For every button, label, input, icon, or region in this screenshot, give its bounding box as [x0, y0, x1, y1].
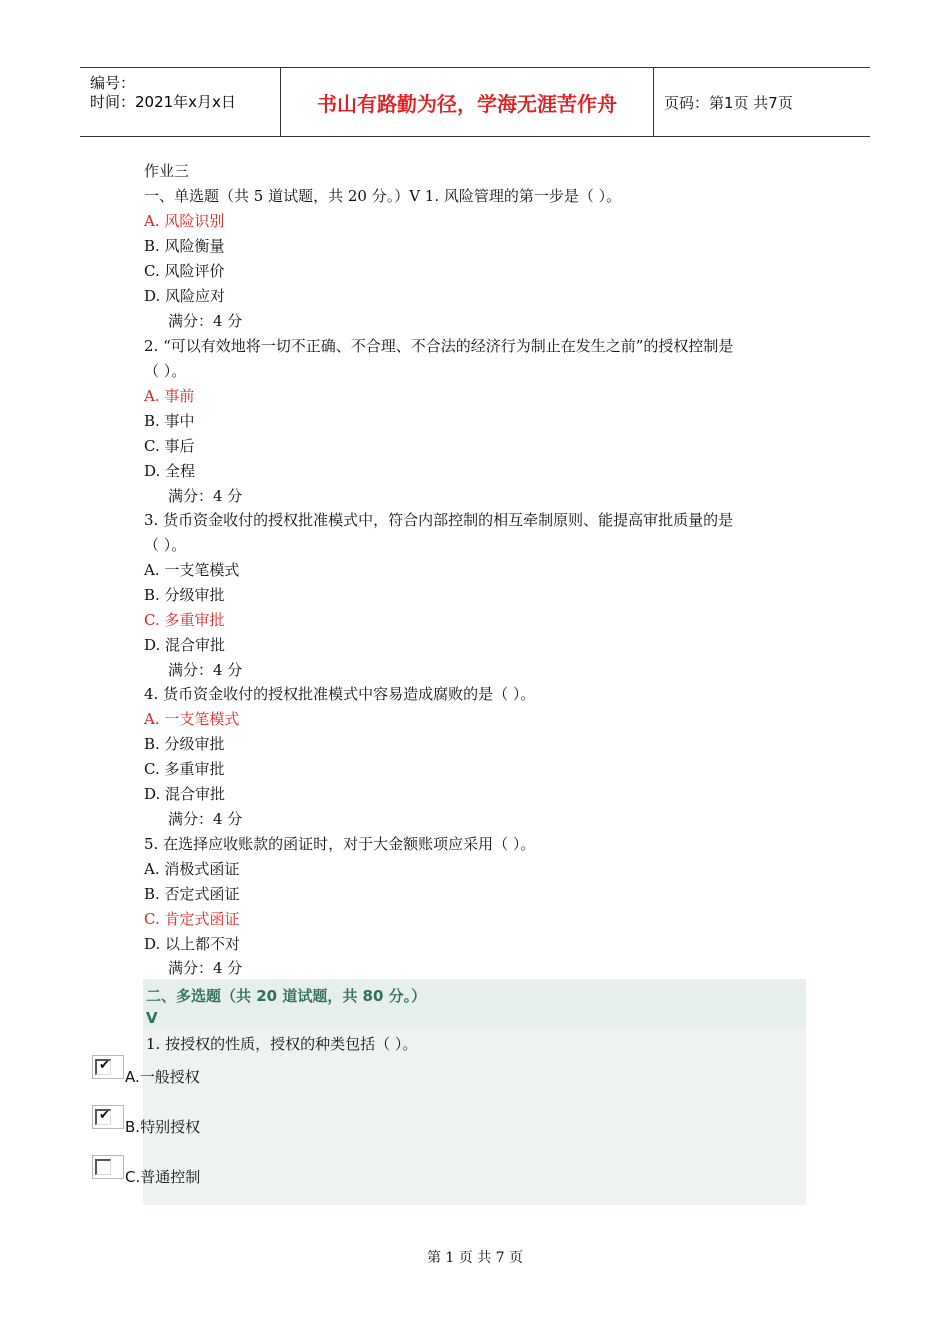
q3-stem-line1: 3. 货币资金收付的授权批准模式中，符合内部控制的相互牵制原则、能提高审批质量的是 — [144, 511, 734, 529]
multi-option-b[interactable] — [125, 1116, 200, 1137]
q4-option-c: C. 多重审批 — [144, 760, 225, 778]
page-footer: 第 1 页 共 7 页 — [426, 1250, 524, 1266]
q3-stem-line2: （ ）。 — [144, 536, 187, 554]
doc-title: 作业三 — [144, 162, 190, 180]
q3-option-b: B. 分级审批 — [144, 586, 225, 604]
checkbox-box — [95, 1109, 111, 1125]
q2-option-c: C. 事后 — [144, 437, 195, 455]
q3-option-c: C. 多重审批 — [144, 611, 225, 629]
q1-score: 满分：4 分 — [168, 312, 243, 330]
q2-score: 满分：4 分 — [168, 487, 243, 505]
header-page-cell — [654, 68, 870, 136]
option-label: 一般授权 — [139, 1068, 200, 1086]
q4-option-b: B. 分级审批 — [144, 735, 225, 753]
option-key: C. — [125, 1168, 141, 1186]
q2-stem-line1: 2. “可以有效地将一切不正确、不合理、不合法的经济行为制止在发生之前”的授权控制是 — [144, 337, 734, 355]
checkbox-option-a[interactable] — [92, 1055, 124, 1079]
q2-option-b: B. 事中 — [144, 412, 195, 430]
q1-option-d: D. 风险应对 — [144, 287, 226, 305]
q5-stem: 5. 在选择应收账款的函证时，对于大金额账项应采用（ ）。 — [144, 835, 536, 853]
option-label: 普通控制 — [140, 1168, 201, 1186]
q5-option-b: B. 否定式函证 — [144, 885, 240, 903]
checkbox-box — [95, 1159, 111, 1175]
checkbox-box — [95, 1059, 111, 1075]
checkbox-option-b[interactable] — [92, 1105, 124, 1129]
checkmark-icon: ✔ — [99, 1108, 110, 1123]
multi-q1-stem: 1. 按授权的性质，授权的种类包括（ ）。 — [146, 1035, 418, 1053]
q1-option-b: B. 风险衡量 — [144, 237, 225, 255]
q1-option-c: C. 风险评价 — [144, 262, 225, 280]
multi-option-a[interactable] — [125, 1066, 200, 1087]
checkbox-option-c[interactable] — [92, 1155, 124, 1179]
q5-option-c: C. 肯定式函证 — [144, 910, 240, 928]
q4-stem: 4. 货币资金收付的授权批准模式中容易造成腐败的是（ ）。 — [144, 685, 536, 703]
q3-score: 满分：4 分 — [168, 661, 243, 679]
multi-option-c[interactable] — [125, 1166, 200, 1187]
q3-option-a: A. 一支笔模式 — [144, 561, 240, 579]
time-label: 时间：2021年x月x日 — [90, 93, 236, 111]
q5-option-a: A. 消极式函证 — [144, 860, 240, 878]
page-info: 页码：第1页 共7页 — [664, 93, 793, 112]
motto-text: 书山有路勤为径，学海无涯苦作舟 — [317, 91, 617, 116]
q4-option-a: A. 一支笔模式 — [144, 710, 240, 728]
number-label: 编号： — [90, 74, 136, 92]
q5-option-d: D. 以上都不对 — [144, 935, 241, 953]
document-header — [80, 67, 870, 137]
v-mark: V — [146, 1009, 158, 1027]
header-motto-cell — [281, 68, 654, 136]
section1-heading: 一、单选题（共 5 道试题，共 20 分。）V 1. 风险管理的第一步是（ ）。 — [144, 187, 622, 205]
q4-option-d: D. 混合审批 — [144, 785, 226, 803]
option-key: B. — [125, 1118, 141, 1136]
q3-option-d: D. 混合审批 — [144, 636, 226, 654]
option-label: 特别授权 — [140, 1118, 201, 1136]
q4-score: 满分：4 分 — [168, 810, 243, 828]
q2-stem-line2: （ ）。 — [144, 362, 187, 380]
q2-option-a: A. 事前 — [144, 387, 195, 405]
section2-heading: 二、多选题（共 20 道试题，共 80 分。） — [146, 987, 427, 1005]
checkmark-icon: ✔ — [99, 1058, 110, 1073]
header-meta-cell — [80, 68, 281, 136]
q1-option-a: A. 风险识别 — [144, 212, 225, 230]
q2-option-d: D. 全程 — [144, 462, 196, 480]
option-key: A. — [125, 1068, 140, 1086]
q5-score: 满分：4 分 — [168, 959, 243, 977]
